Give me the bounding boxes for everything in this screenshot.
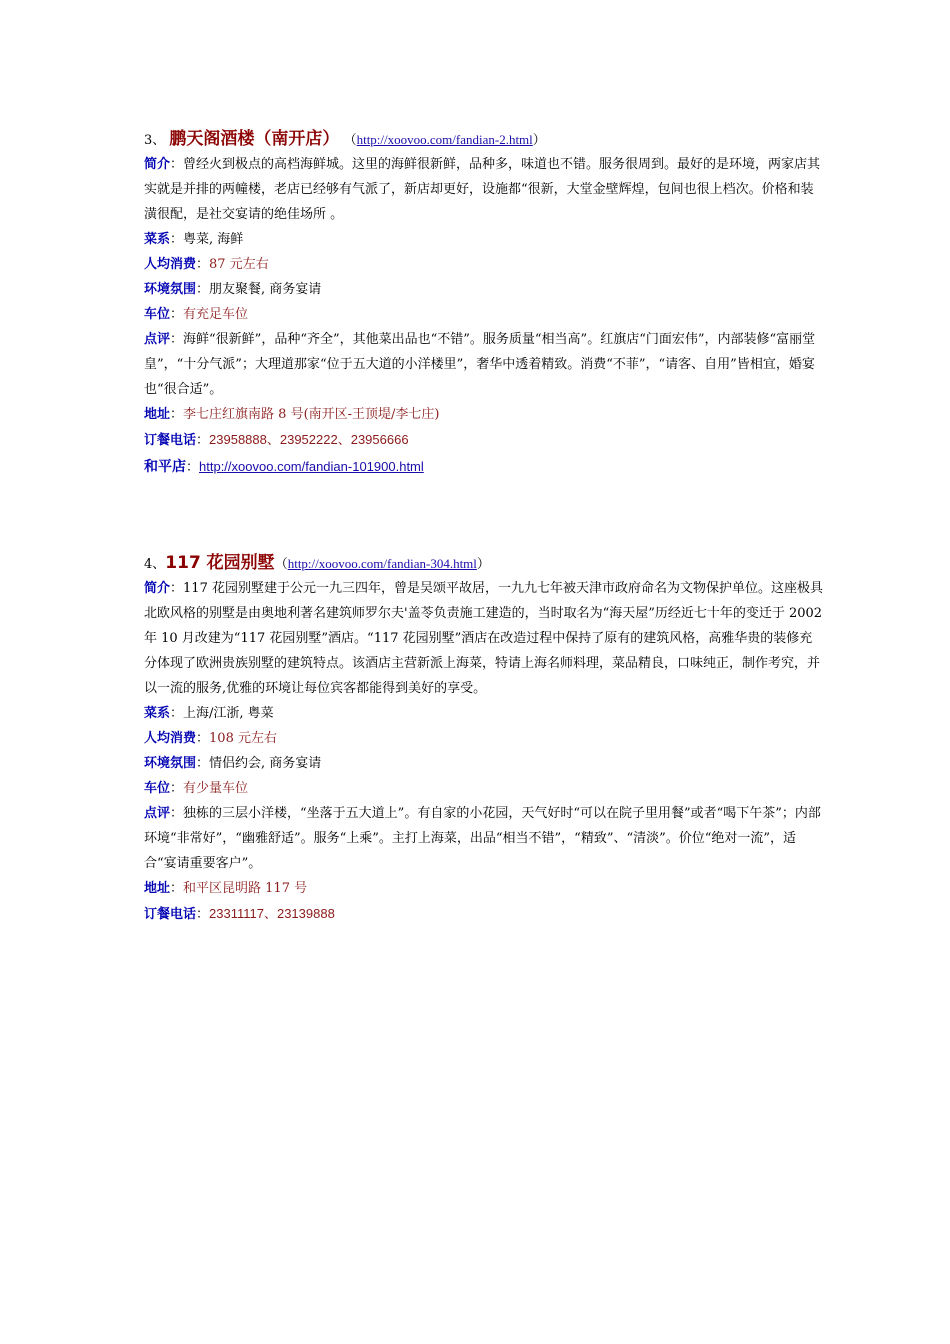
restaurant-entry-4: [144, 550, 824, 927]
separator: ：: [186, 460, 200, 475]
parking-row: [144, 302, 824, 327]
address-label: 地址: [144, 407, 171, 422]
cuisine-row: [144, 701, 824, 726]
separator: ：: [196, 282, 210, 297]
restaurant-entry-3: [144, 126, 824, 482]
phone-label: 订餐电话: [144, 907, 197, 922]
separator: ：: [170, 706, 184, 721]
cuisine-value: 上海/江浙, 粤菜: [183, 706, 274, 721]
ambience-label: 环境氛围: [144, 282, 197, 297]
phone-value: 23958888、23952222、23956666: [209, 432, 409, 447]
ambience-value: 情侣约会, 商务宴请: [209, 756, 322, 771]
price-label: 人均消费: [144, 257, 197, 272]
intro-label: 简介: [144, 581, 171, 596]
parking-row: [144, 776, 824, 801]
address-value: 李七庄红旗南路 8 号(南开区-王顶堤/李七庄): [183, 407, 440, 422]
review-text: 海鲜“很新鲜”，品种“齐全”，其他菜出品也“不错”。服务质量“相当高”。红旗店“门面宏伟”，内部装修“富丽堂皇”，“十分气派”；大理道那家“位于五大道的小洋楼里”，奢华中透着精致。消费“不菲”，“请客、自用”皆相宜，婚宴也“很合适”。: [144, 332, 816, 397]
cuisine-label: 菜系: [144, 232, 171, 247]
separator: ：: [170, 781, 184, 796]
separator: ：: [170, 232, 184, 247]
review-label: 点评: [144, 806, 171, 821]
price-row: [144, 252, 824, 277]
parking-label: 车位: [144, 781, 171, 796]
separator: ：: [170, 332, 184, 347]
cuisine-row: [144, 227, 824, 252]
address-row: [144, 402, 824, 427]
review-row: [144, 327, 824, 402]
entry-number: 4、: [144, 557, 166, 572]
entry-heading: [144, 126, 824, 152]
separator: ：: [170, 806, 184, 821]
separator: ：: [196, 433, 210, 448]
ambience-label: 环境氛围: [144, 756, 197, 771]
parking-value: 有充足车位: [183, 307, 249, 322]
restaurant-name: 鹏天阁酒楼（南开店）: [169, 129, 340, 149]
entry-number: 3、: [144, 133, 166, 148]
phone-label: 订餐电话: [144, 433, 197, 448]
parking-value: 有少量车位: [183, 781, 249, 796]
branch-url-link[interactable]: http://xoovoo.com/fandian-101900.html: [199, 459, 424, 474]
separator: ：: [170, 407, 184, 422]
separator: ：: [170, 157, 184, 172]
parking-label: 车位: [144, 307, 171, 322]
review-row: [144, 801, 824, 876]
restaurant-url-link[interactable]: http://xoovoo.com/fandian-304.html: [287, 556, 477, 571]
cuisine-label: 菜系: [144, 706, 171, 721]
url-close-paren: ）: [476, 557, 490, 572]
price-value: 87 元左右: [209, 257, 269, 272]
intro-row: [144, 152, 824, 227]
intro-text: 曾经火到极点的高档海鲜城。这里的海鲜很新鲜，品种多，味道也不错。服务很周到。最好的是环境，两家店其实就是并排的两幢楼，老店已经够有气派了，新店却更好，设施都“很新，大堂金壁辉煌，包间也很上档次。价格和装潢很配，是社交宴请的绝佳场所 。: [144, 157, 821, 222]
review-text: 独栋的三层小洋楼，“坐落于五大道上”。有自家的小花园，天气好时“可以在院子里用餐”或者“喝下午茶”；内部环境“非常好”，“幽雅舒适”。服务“上乘”。主打上海菜，出品“相当不错”，“精致”、“清淡”。价位“绝对一流”，适合“宴请重要客户”。: [144, 806, 821, 871]
ambience-row: [144, 277, 824, 302]
price-label: 人均消费: [144, 731, 197, 746]
branch-row: [144, 453, 824, 482]
separator: ：: [196, 756, 210, 771]
phone-row: [144, 901, 824, 927]
separator: ：: [196, 907, 210, 922]
address-value: 和平区昆明路 117 号: [183, 881, 308, 896]
url-open-paren: （: [343, 133, 357, 148]
price-row: [144, 726, 824, 751]
entry-heading: [144, 550, 824, 576]
restaurant-url-link[interactable]: http://xoovoo.com/fandian-2.html: [356, 132, 533, 147]
phone-value: 23311117、23139888: [209, 906, 335, 921]
phone-row: [144, 427, 824, 453]
review-label: 点评: [144, 332, 171, 347]
ambience-row: [144, 751, 824, 776]
separator: ：: [170, 881, 184, 896]
url-close-paren: ）: [532, 133, 546, 148]
intro-label: 简介: [144, 157, 171, 172]
intro-text: 117 花园别墅建于公元一九三四年，曾是吴颂平故居，一九九七年被天津市政府命名为文物保护单位。这座极具北欧风格的别墅是由奥地利著名建筑师罗尔夫'盖苓负责施工建造的，当时取名为“海天屋”历经近七十年的变迁于 2002 年 10 月改建为“117 花园别墅”酒店。“117 花园别墅”酒店在改造过程中保持了原有的建筑风格，高雅华贵的装修充分体现了欧洲贵族别墅的建筑特点。该酒店主营新派上海菜，特请上海名师料理，菜品精良，口味纯正，制作考究，并以一流的服务,优雅的环境让每位宾客都能得到美好的享受。: [144, 581, 823, 696]
address-row: [144, 876, 824, 901]
separator: ：: [196, 257, 210, 272]
intro-row: [144, 576, 824, 701]
cuisine-value: 粤菜, 海鲜: [183, 232, 244, 247]
separator: ：: [170, 581, 184, 596]
separator: ：: [170, 307, 184, 322]
separator: ：: [196, 731, 210, 746]
restaurant-name: 117 花园别墅: [165, 553, 275, 573]
address-label: 地址: [144, 881, 171, 896]
price-value: 108 元左右: [209, 731, 277, 746]
branch-label: 和平店: [144, 459, 186, 475]
url-open-paren: （: [274, 557, 288, 572]
ambience-value: 朋友聚餐, 商务宴请: [209, 282, 322, 297]
